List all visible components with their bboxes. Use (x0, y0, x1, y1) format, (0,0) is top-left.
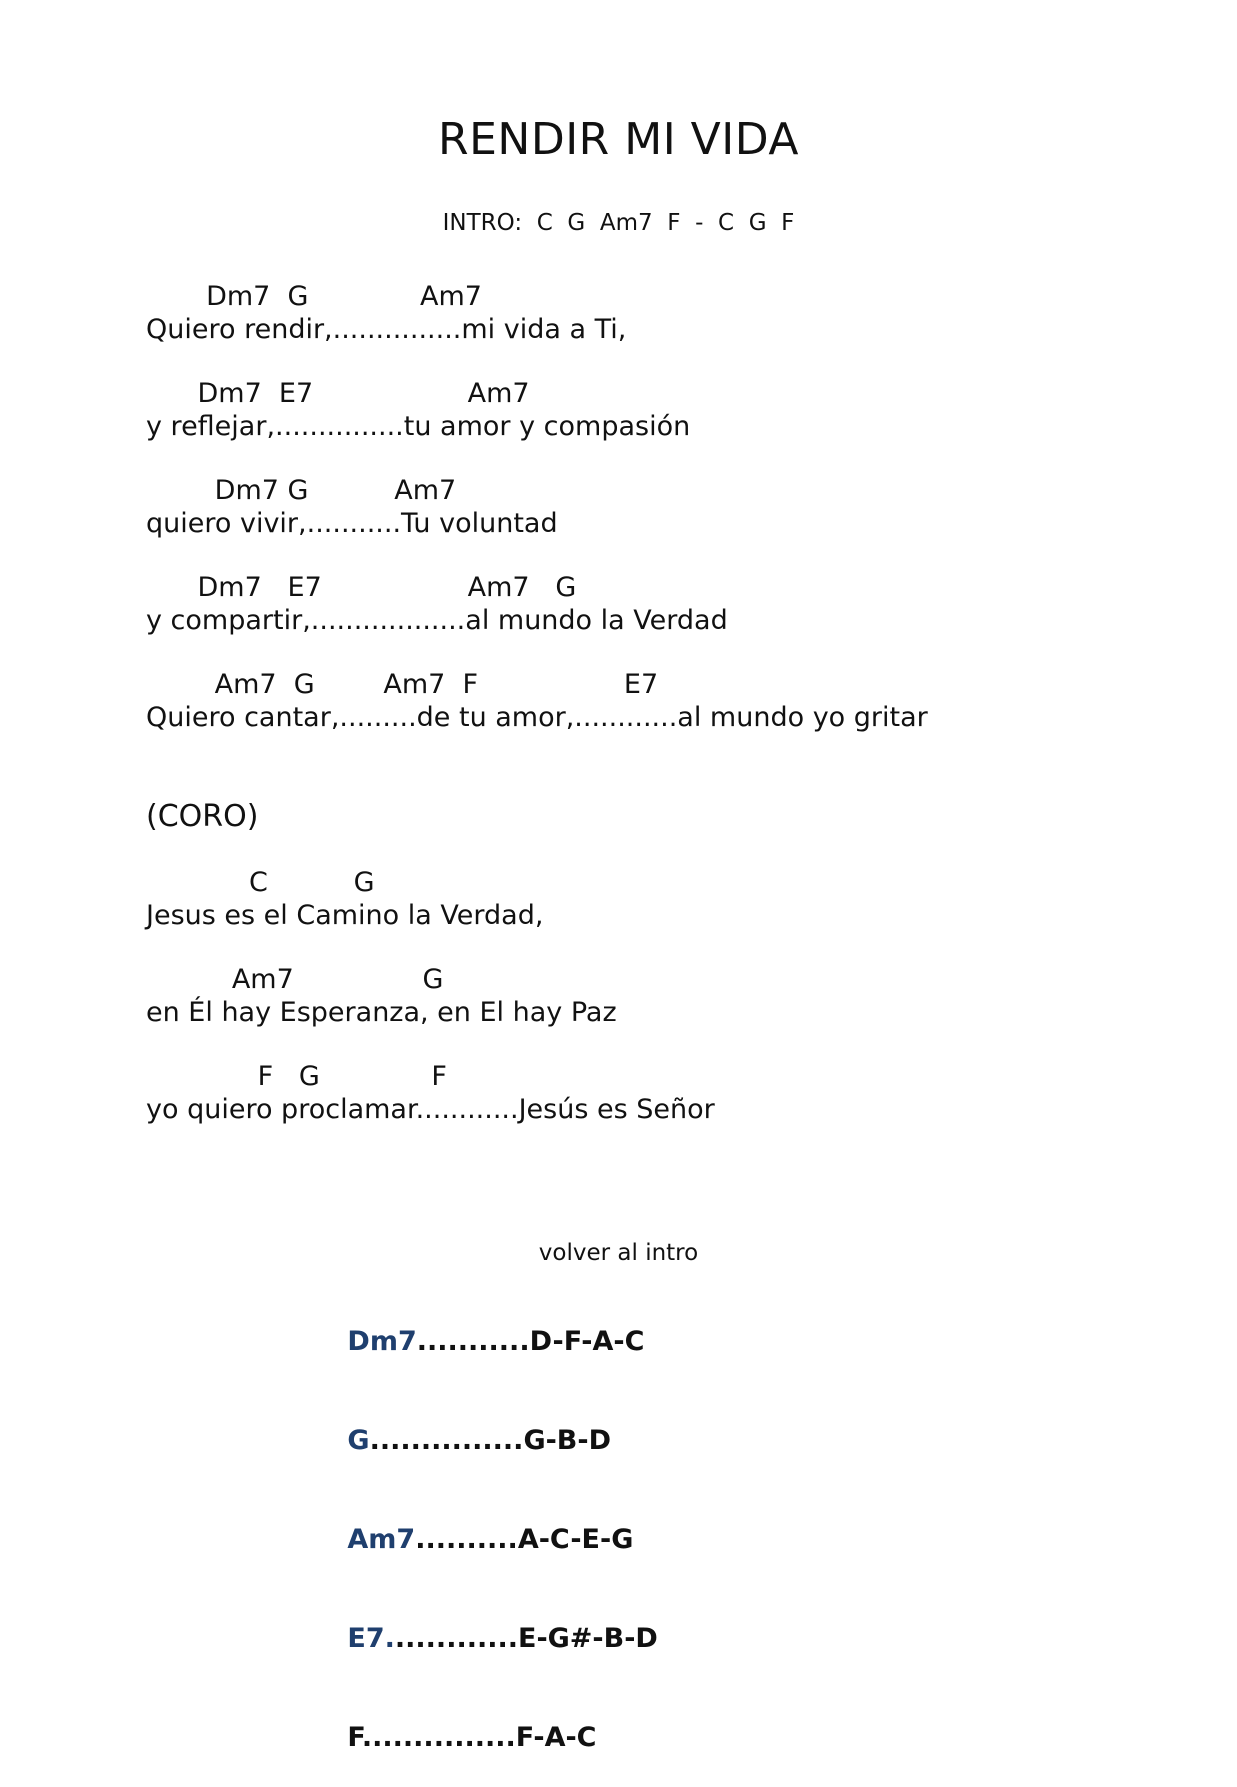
chord-ref-dots: ............... (361, 1722, 516, 1753)
chorus-chords-3: F G F (146, 1061, 447, 1092)
verse-chords-4: Dm7 E7 Am7 G (146, 572, 577, 603)
verse-chords-3: Dm7 G Am7 (146, 475, 457, 506)
song-title: RENDIR MI VIDA (438, 114, 799, 165)
chord-ref-dots: ........... (416, 1326, 530, 1357)
chord-ref-notes: G-B-D (523, 1425, 612, 1456)
chord-reference-list (291, 1292, 658, 1787)
intro-chords: INTRO: C G Am7 F - C G F (442, 210, 795, 236)
chorus-lyrics-1: Jesus es el Camino la Verdad, (146, 900, 544, 931)
verse-lyrics-1: Quiero rendir,...............mi vida a Ti, (146, 314, 627, 345)
chorus-lyrics-2: en Él hay Esperanza, en El hay Paz (146, 997, 617, 1028)
chord-ref-name: Dm7 (347, 1326, 417, 1357)
chorus-label: (CORO) (146, 799, 259, 834)
chord-ref-dots: .......... (415, 1524, 518, 1555)
chord-ref-dots: ............... (369, 1425, 524, 1456)
chord-ref-name: Am7 (347, 1524, 416, 1555)
chord-ref-notes: F-A-C (515, 1722, 597, 1753)
outro-note: volver al intro (538, 1240, 699, 1266)
chord-ref-notes: E-G#-B-D (518, 1623, 658, 1654)
chord-ref-notes: A-C-E-G (517, 1524, 634, 1555)
chord-ref-row (291, 1589, 658, 1688)
chorus-chords-2: Am7 G (146, 964, 444, 995)
chord-ref-name: F (347, 1722, 362, 1753)
chord-ref-row (291, 1391, 658, 1490)
chord-ref-row (291, 1688, 658, 1787)
verse-chords-2: Dm7 E7 Am7 (146, 378, 530, 409)
chorus-chords-1: C G (146, 867, 375, 898)
chord-ref-name: G (347, 1425, 370, 1456)
verse-lyrics-2: y reflejar,...............tu amor y compasión (146, 411, 691, 442)
chord-ref-row (291, 1292, 658, 1391)
verse-chords-5: Am7 G Am7 F E7 (146, 669, 659, 700)
verse-lyrics-4: y compartir,..................al mundo la Verdad (146, 605, 728, 636)
verse-lyrics-3: quiero vivir,...........Tu voluntad (146, 508, 558, 539)
chord-ref-dots: ............ (394, 1623, 518, 1654)
chord-ref-notes: D-F-A-C (529, 1326, 645, 1357)
verse-lyrics-5: Quiero cantar,.........de tu amor,............al mundo yo gritar (146, 702, 928, 733)
chord-ref-name: E7. (347, 1623, 395, 1654)
chorus-lyrics-3: yo quiero proclamar............Jesús es Señor (146, 1094, 715, 1125)
chord-ref-row (291, 1490, 658, 1589)
verse-chords-1: Dm7 G Am7 (146, 281, 482, 312)
